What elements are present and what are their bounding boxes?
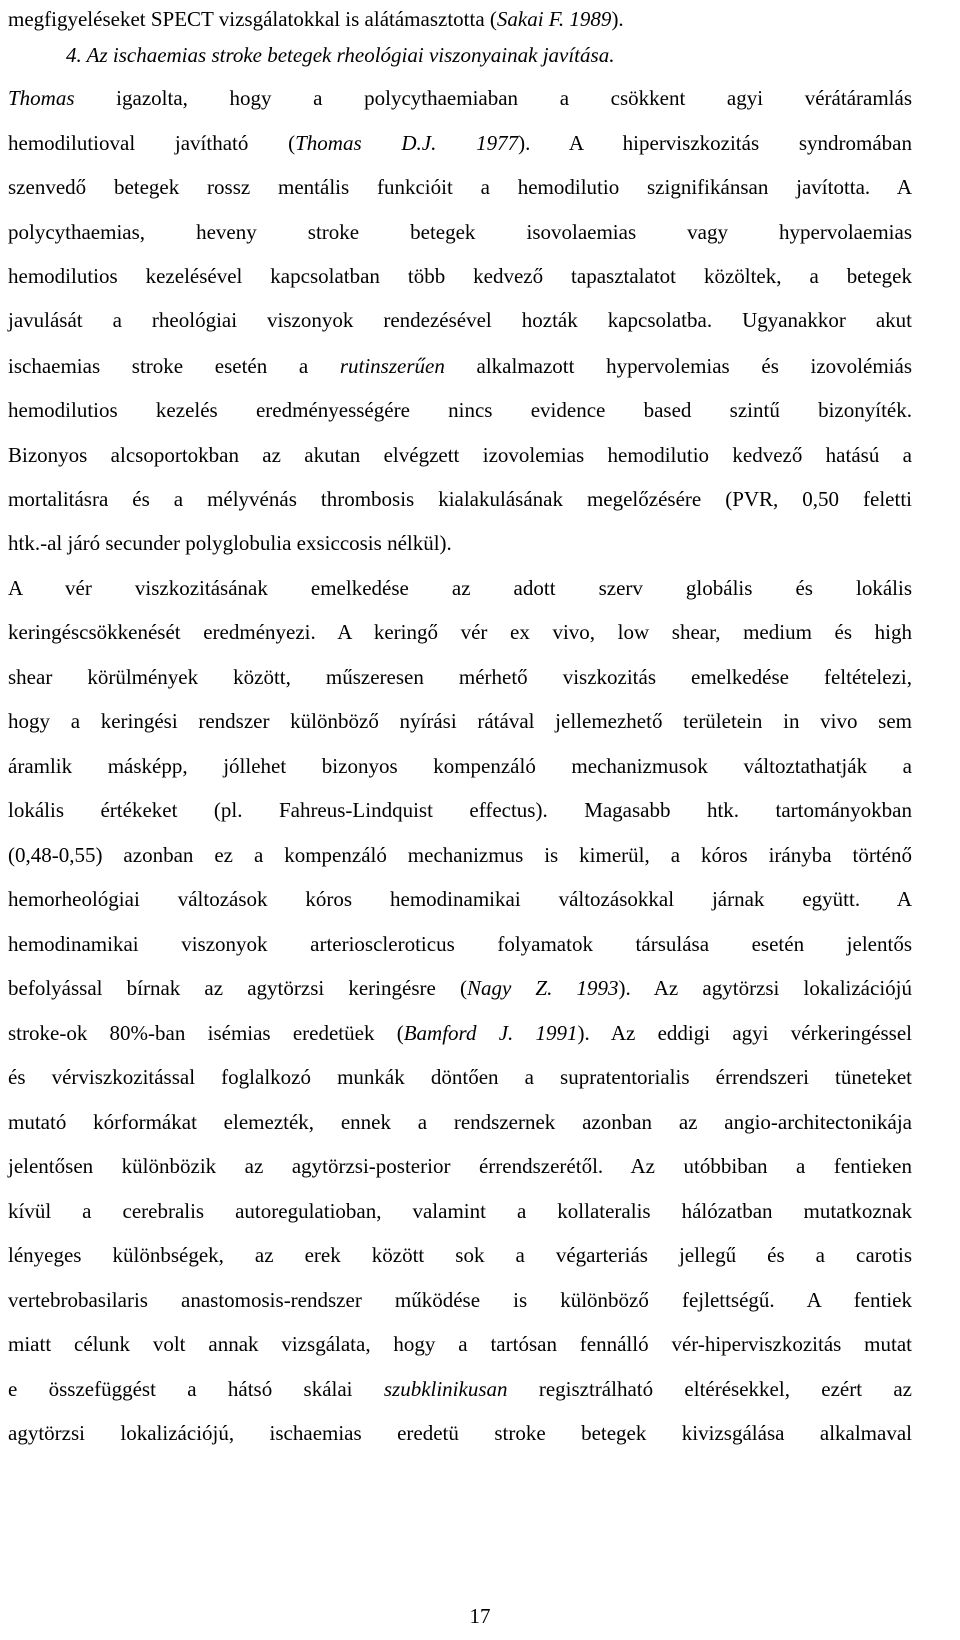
text-line: shear körülmények között, műszeresen mérhető viszkozitás emelkedése feltételezi,	[8, 665, 912, 689]
text-line: és vérviszkozitással foglalkozó munkák döntően a supratentorialis érrendszeri tüneteket	[8, 1065, 912, 1089]
text-line: e összefüggést a hátsó skálai szubklinikusan regisztrálható eltérésekkel, ezért az	[8, 1377, 913, 1401]
text-line: mutató kórformákat elemezték, ennek a rendszernek azonban az angio-architectonikája	[8, 1110, 912, 1134]
text-line: polycythaemias, heveny stroke betegek isovolaemias vagy hypervolaemias	[8, 220, 912, 244]
citation: Bamford J. 1991	[403, 1021, 578, 1045]
text-line: hemodilutios kezelés eredményességére nincs evidence based szintű bizonyíték.	[8, 398, 912, 422]
text-line: Thomas igazolta, hogy a polycythaemiaban a csökkent agyi vérátáramlás	[8, 86, 912, 110]
text-line: befolyással bírnak az agytörzsi keringésre (Nagy Z. 1993). Az agytörzsi lokalizációjú	[8, 976, 912, 1000]
text-line: htk.-al járó secunder polyglobulia exsiccosis nélkül).	[8, 531, 452, 555]
text-line: lényeges különbségek, az erek között sok a végarteriás jellegű és a carotis	[8, 1243, 912, 1267]
text-line: hogy a keringési rendszer különböző nyírási rátával jellemezhető területein in vivo sem	[8, 709, 912, 733]
text-line: ischaemias stroke esetén a rutinszerűen alkalmazott hypervolemias és izovolémiás	[8, 354, 912, 378]
text-line: hemodinamikai viszonyok arterioscleroticus folyamatok társulása esetén jelentős	[8, 932, 912, 956]
citation: Sakai F. 1989	[496, 7, 612, 31]
text-line: megfigyeléseket SPECT vizsgálatokkal is alátámasztotta (Sakai F. 1989).	[8, 7, 624, 31]
text-line: vertebrobasilaris anastomosis-rendszer működése is különböző fejlettségű. A fentiek	[8, 1288, 912, 1312]
text-line: hemodilutioval javítható (Thomas D.J. 1977). A hiperviszkozitás syndromában	[8, 131, 912, 155]
text-line: miatt célunk volt annak vizsgálata, hogy a tartósan fennálló vér-hiperviszkozitás mutat	[8, 1332, 912, 1356]
page-number: 17	[469, 1604, 491, 1628]
text-line: hemodilutios kezelésével kapcsolatban több kedvező tapasztalatot közöltek, a betegek	[8, 264, 912, 288]
citation: Thomas D.J. 1977	[295, 131, 519, 155]
emphasis: rutinszerűen	[339, 354, 445, 378]
text-line: lokális értékeket (pl. Fahreus-Lindquist effectus). Magasabb htk. tartományokban	[8, 798, 912, 822]
text-line: stroke-ok 80%-ban isémias eredetüek (Bamford J. 1991). Az eddigi agyi vérkeringéssel	[8, 1021, 913, 1045]
text-line: A vér viszkozitásának emelkedése az adott szerv globális és lokális	[8, 576, 912, 600]
text-line: szenvedő betegek rossz mentális funkcióit a hemodilutio szignifikánsan javította. A	[8, 175, 912, 199]
text-line: keringéscsökkenését eredményezi. A keringő vér ex vivo, low shear, medium és high	[8, 620, 912, 644]
text-line: (0,48-0,55) azonban ez a kompenzáló mechanizmus is kimerül, a kóros irányba történő	[8, 843, 912, 867]
text-line: kívül a cerebralis autoregulatioban, valamint a kollateralis hálózatban mutatkoznak	[8, 1199, 912, 1223]
section-heading: 4. Az ischaemias stroke betegek rheológiai viszonyainak javítása.	[66, 43, 615, 67]
text-line: agytörzsi lokalizációjú, ischaemias eredetü stroke betegek kivizsgálása alkalmaval	[8, 1421, 912, 1445]
emphasis: szubklinikusan	[383, 1377, 508, 1401]
citation: Thomas	[8, 86, 75, 110]
text-line: Bizonyos alcsoportokban az akutan elvégzett izovolemias hemodilutio kedvező hatású a	[8, 443, 912, 467]
text-line: jelentősen különbözik az agytörzsi-posterior érrendszerétől. Az utóbbiban a fentieken	[8, 1154, 912, 1178]
text-line: hemorheológiai változások kóros hemodinamikai változásokkal járnak együtt. A	[8, 887, 912, 911]
text-line: áramlik másképp, jóllehet bizonyos kompenzáló mechanizmusok változtathatják a	[8, 754, 912, 778]
text-line: javulását a rheológiai viszonyok rendezésével hozták kapcsolatba. Ugyanakkor akut	[8, 308, 912, 332]
text-line: mortalitásra és a mélyvénás thrombosis kialakulásának megelőzésére (PVR, 0,50 feletti	[8, 487, 912, 511]
citation: Nagy Z. 1993	[466, 976, 619, 1000]
